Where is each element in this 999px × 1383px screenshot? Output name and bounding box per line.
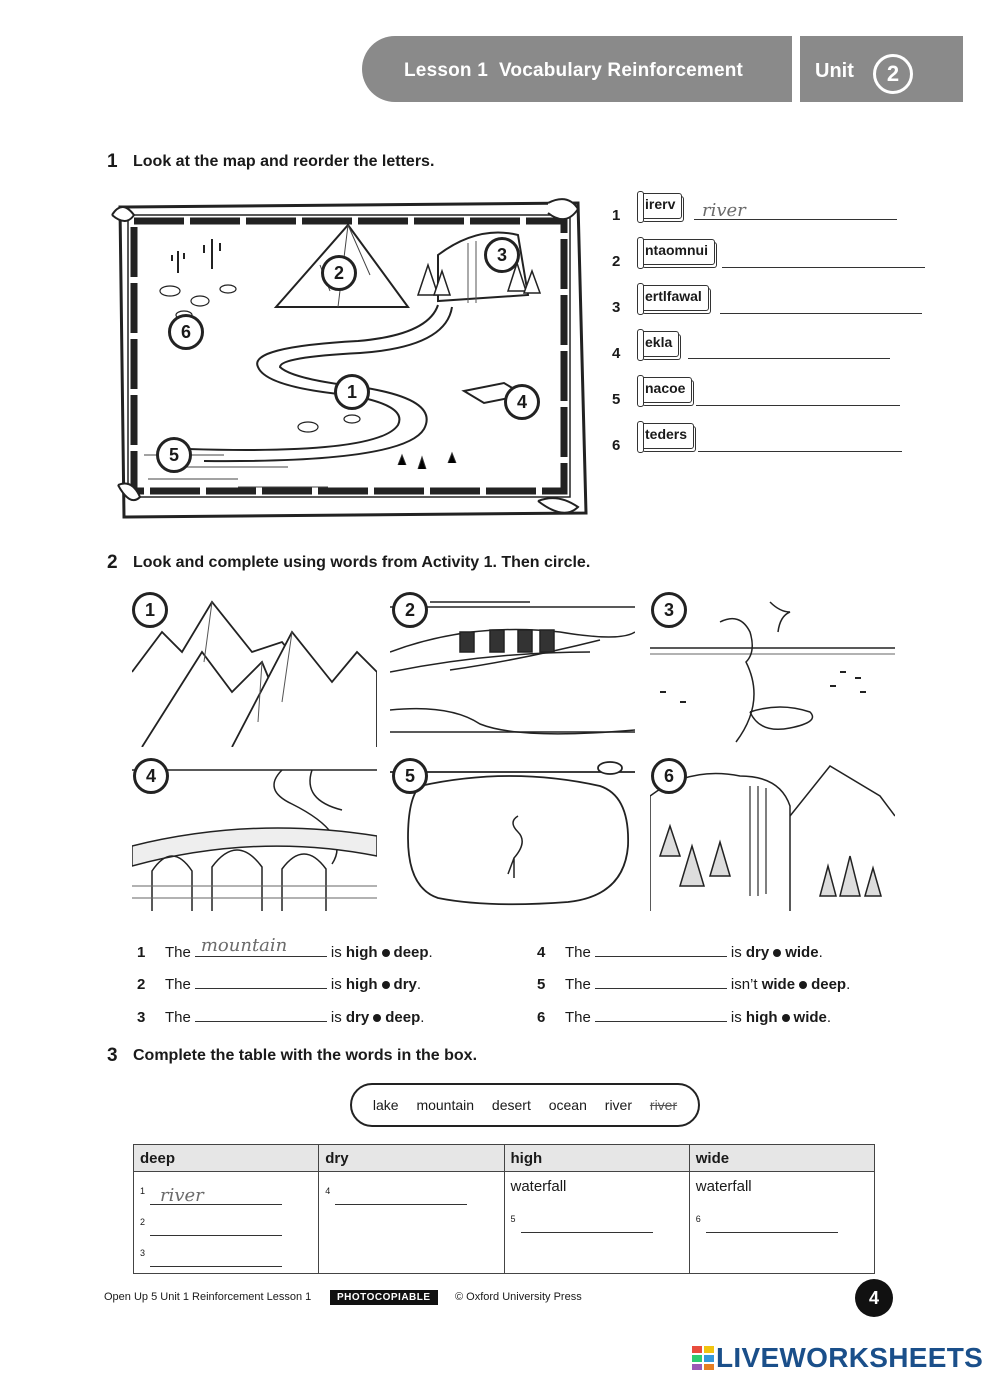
- sentence-2: 2 The is high dry.: [137, 970, 421, 994]
- word-box-item: river: [604, 1097, 633, 1113]
- sentence-5: 5 The isn’t wide deep.: [537, 970, 850, 994]
- sentence-3: 3 The is dry deep.: [137, 1003, 424, 1027]
- activity1-instruction: Look at the map and reorder the letters.: [133, 153, 435, 170]
- word-box: [350, 1083, 700, 1127]
- brand-logo: LIVEWORKSHEETS: [692, 1342, 983, 1374]
- picture-badge-2: 2: [392, 592, 428, 628]
- activity1-number: 1: [107, 151, 118, 172]
- map-badge-1: 1: [334, 374, 370, 410]
- given-word: waterfall: [510, 1178, 567, 1195]
- scrambled-word: nacoe: [640, 377, 692, 403]
- unit-label: Unit: [815, 60, 854, 82]
- sentence-blank-2[interactable]: [195, 970, 327, 989]
- word-box-item: mountain: [416, 1097, 475, 1113]
- picture-ocean: [650, 592, 895, 747]
- activity2-number: 2: [107, 552, 118, 573]
- column-header-dry: dry: [319, 1145, 504, 1172]
- picture-badge-4: 4: [133, 758, 169, 794]
- sentence-blank-1[interactable]: mountain: [195, 938, 327, 957]
- table-blank-3[interactable]: [150, 1246, 282, 1267]
- map-badge-2: 2: [321, 255, 357, 291]
- table-blank-2[interactable]: [150, 1215, 282, 1236]
- treasure-map: [108, 195, 598, 525]
- scrambled-word: irerv: [640, 193, 682, 219]
- sentence-blank-6[interactable]: [595, 1003, 727, 1022]
- answer-field-6[interactable]: [698, 429, 902, 452]
- scrambled-word: ekla: [640, 331, 679, 357]
- sentence-blank-4[interactable]: [595, 938, 727, 957]
- picture-badge-5: 5: [392, 758, 428, 794]
- picture-mountains: [132, 592, 377, 747]
- map-badge-6: 6: [168, 314, 204, 350]
- picture-waterfall: [650, 756, 895, 911]
- map-badge-5: 5: [156, 437, 192, 473]
- picture-badge-3: 3: [651, 592, 687, 628]
- liveworksheets-icon: [692, 1346, 714, 1370]
- sentence-blank-5[interactable]: [595, 970, 727, 989]
- word-box-item-used: river: [649, 1097, 678, 1113]
- column-header-high: high: [504, 1145, 689, 1172]
- activity2-instruction: Look and complete using words from Activity 1. Then circle.: [133, 554, 591, 571]
- scrambled-word: ertlfawal: [640, 285, 709, 311]
- answer-field-1[interactable]: river: [694, 197, 897, 220]
- column-header-deep: deep: [134, 1145, 319, 1172]
- word-box-item: ocean: [548, 1097, 587, 1113]
- picture-badge-6: 6: [651, 758, 687, 794]
- photocopiable-label: PHOTOCOPIABLE: [330, 1290, 438, 1305]
- sentence-1: 1 The mountain is high deep.: [137, 935, 433, 961]
- scrambled-word: teders: [640, 423, 694, 449]
- picture-badge-1: 1: [132, 592, 168, 628]
- answer-field-2[interactable]: [722, 245, 925, 268]
- activity3-number: 3: [107, 1045, 118, 1066]
- table-blank-4[interactable]: [335, 1184, 467, 1205]
- unit-number-badge: 2: [873, 54, 913, 94]
- vocabulary-table: [133, 1144, 875, 1274]
- wide-cell: waterfall 6: [689, 1172, 874, 1274]
- table-blank-1[interactable]: river: [150, 1184, 282, 1205]
- footer-source: Open Up 5 Unit 1 Reinforcement Lesson 1: [104, 1291, 312, 1303]
- activity3-instruction: Complete the table with the words in the box.: [133, 1047, 478, 1064]
- picture-river-bridge: [132, 756, 377, 911]
- sentence-blank-3[interactable]: [195, 1003, 327, 1022]
- word-box-item: desert: [491, 1097, 531, 1113]
- high-cell: waterfall 5: [504, 1172, 689, 1274]
- column-header-wide: wide: [689, 1145, 874, 1172]
- table-blank-5[interactable]: [521, 1212, 653, 1233]
- sentence-4: 4 The is dry wide.: [537, 938, 823, 962]
- table-blank-6[interactable]: [706, 1212, 838, 1233]
- map-badge-4: 4: [504, 384, 540, 420]
- map-illustration: [108, 195, 598, 525]
- scrambled-word: ntaomnui: [640, 239, 715, 265]
- dry-cell: 4: [319, 1172, 504, 1274]
- sentence-6: 6 The is high wide.: [537, 1003, 831, 1027]
- answer-field-4[interactable]: [688, 336, 890, 359]
- lesson-title: Lesson 1 Vocabulary Reinforcement: [404, 60, 744, 81]
- answer-field-3[interactable]: [720, 291, 922, 314]
- word-box-item: lake: [372, 1097, 399, 1113]
- page-number: 4: [855, 1279, 893, 1317]
- map-badge-3: 3: [484, 237, 520, 273]
- given-word: waterfall: [695, 1178, 752, 1195]
- answer-field-5[interactable]: [696, 383, 900, 406]
- footer-copyright: © Oxford University Press: [455, 1291, 582, 1303]
- deep-cell: 1 river 2 3: [134, 1172, 319, 1274]
